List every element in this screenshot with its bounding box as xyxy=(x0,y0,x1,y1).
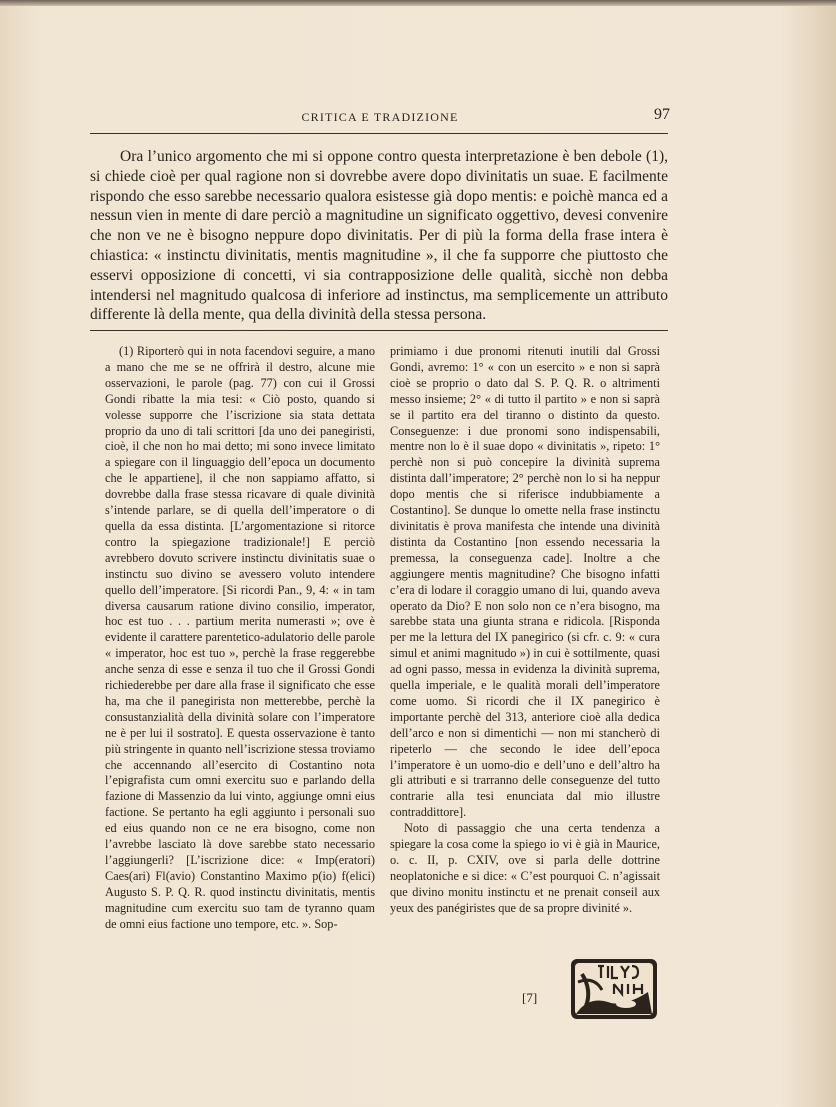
header-rule xyxy=(90,133,668,134)
main-paragraph: Ora l’unico argomento che mi si oppone contro questa interpretazione è ben debole (1), si chiede cioè per qual ragione non si dovrebbe avere dopo divinitatis un suae. E facilmente rispondo che esso sarebbe necessario qualora esistesse già dopo mentis: e poichè manca ed a nessun vien in mente di dare perciò a magnitudine un significato oggettivo, devesi convenire che non ve ne è bisogno neppure dopo divinitatis. Per di più la forma della frase intera è chiastica: « instinctu divinitatis, mentis magnitudine », il che fa supporre che piuttosto che esservi opposizione di concetti, vi sia contrapposizione delle qualità, sicchè non debba intendersi nel magnitudo qualcosa di inferiore ad instinctus, ma semplicemente un attributo differente là della mente, qua della divinità della stessa persona. xyxy=(90,148,668,324)
footnote-left-column xyxy=(105,344,375,933)
page-number: 97 xyxy=(654,106,670,123)
bilychnis-logo-icon xyxy=(568,956,660,1022)
running-header xyxy=(90,106,670,128)
signature-mark: [7] xyxy=(522,990,538,1005)
footnote-continuation-paragraph: primiamo i due pronomi ritenuti inutili dal Grossi Gondi, avremo: 1° « con un esercito » e non si saprà cioè se proprio o dato dal S. P. Q. R. o altrimenti messo insieme; 2° « di tutto il partito » e non si saprà se il partito era del tiranno o distinto da questo. Conseguenze: i due pronomi sono indispensabili, mentre non lo è il suae dopo « divinitatis », ripeto: 1° perchè non si può concepire la divinità suprema distinta dall’imperatore; 2° perchè non lo si ha neppur dopo mentis che si riferisce indubbiamente a Costantino]. Se dunque lo omette nella frase instinctu divinitatis è prova manifesta che intende una divinità distinta da Costantino [non essendo necessaria la premessa, la conseguenza cade]. Inoltre a che aggiungere mentis magnitudine? Che bisogno infatti c’era di lodare il coraggio umano di lui, quando aveva operato da Dio? E non solo non ce n’era bisogno, ma sarebbe stata una giunta strana e ridicola. [Risponda per me la lettura del IX panegirico (si cfr. c. 9: « cura simul et animi magnitudo ») in cui è sottilmente, quasi ad ogni passo, messa in evidenza la divinità suprema, quella imperiale, e le qualità morali dell’imperatore come uomo. Si ricordi che il IX panegirico è importante perchè del 313, anteriore cioè alla dedica dell’arco e non si dimentichi — non mi stancherò di ripeterlo — che secondo le idee dell’epoca l’imperatore è un uomo-dio e dell’uno e dell’altro ha gli attributi e si trarranno delle conseguenze del tutto contrarie alla tesi enunciata dal mio illustre contraddittore]. xyxy=(390,344,660,820)
running-title: CRITICA E TRADIZIONE xyxy=(301,110,459,124)
footnote-paragraph: (1) Riporterò qui in nota facendovi seguire, a mano a mano che me se ne offrirà il destro, alcune mie osservazioni, le parole (pag. 77) con cui il Grossi Gondi ribatte la mia tesi: « Ciò posto, quando si volesse supporre che l’iscrizione sia stata dettata proprio da uno di tali scrittori [da uno dei panegiristi, cioè, il che non ho mai detto; mi sono invece limitato a spiegare con il linguaggio dell’epoca un documento che le appartiene], il che non sappiamo affatto, si dovrebbe dalla frase stessa ricavare di quale divinità s’intende parlare, se di quella dell’imperatore o di quella da essa distinta. [L’argomentazione si ritorce contro la spiegazione tradizionale!] E perciò avrebbero dovuto scrivere instinctu divinitatis suae o instinctu suo divino se avessero voluto intendere quello dell’imperatore. [Si ricordi Pan., 9, 4: « in tam diversa causarum ratione divino consilio, imperator, hoc est tuo . . . partium merita numerasti »; ove è evidente il carattere parentetico-adulatorio delle parole « imperator, hoc est tuo », perchè la frase reggerebbe anche senza di esse e senza il tuo che il Grossi Gondi richiederebbe per dare alla frase il significato che esse ha, ma che il panegirista non metterebbe, perchè la consustanzialità della divinità solare con l’imperatore ne è per lui il sostrato]. E questa osservazione è tanto più stringente in quanto nell’iscrizione stessa troviamo che accennando all’esercito di Costantino nota l’epigrafista cum omni exercitu suo e parlando della fazione di Massenzio da lui vinto, aggiunge omni eius factione. Se pertanto ha egli aggiunto i personali suo ed eius quando non ce ne era bisogno, come non l’avrebbe lasciato là dove sarebbe stato necessario l’aggiungerli? [L’iscrizione dice: « Imp(eratori) Caes(ari) Fl(avio) Constantino Maximo p(io) f(elici) Augusto S. P. Q. R. quod instinctu divinitatis, mentis magnitudine cum exercitu suo tam de tyranno quam de omni eius factione uno tempore, etc. ». Sop- xyxy=(105,344,375,931)
page-top-edge xyxy=(0,0,836,6)
footnote-right-column xyxy=(390,344,660,917)
footnote-note-paragraph: Noto di passaggio che una certa tendenza a spiegare la cosa come la spiego io vi è già in Maurice, o. c. II, p. CXIV, ove si parla delle dottrine neoplatoniche e si dice: « C’est pourquoi C. n’agissait que divino monitu instinctu et ne prenait conseil aux yeux des panégiristes que de sa propre divinité ». xyxy=(390,821,660,915)
footnote-separator-rule xyxy=(90,330,668,331)
